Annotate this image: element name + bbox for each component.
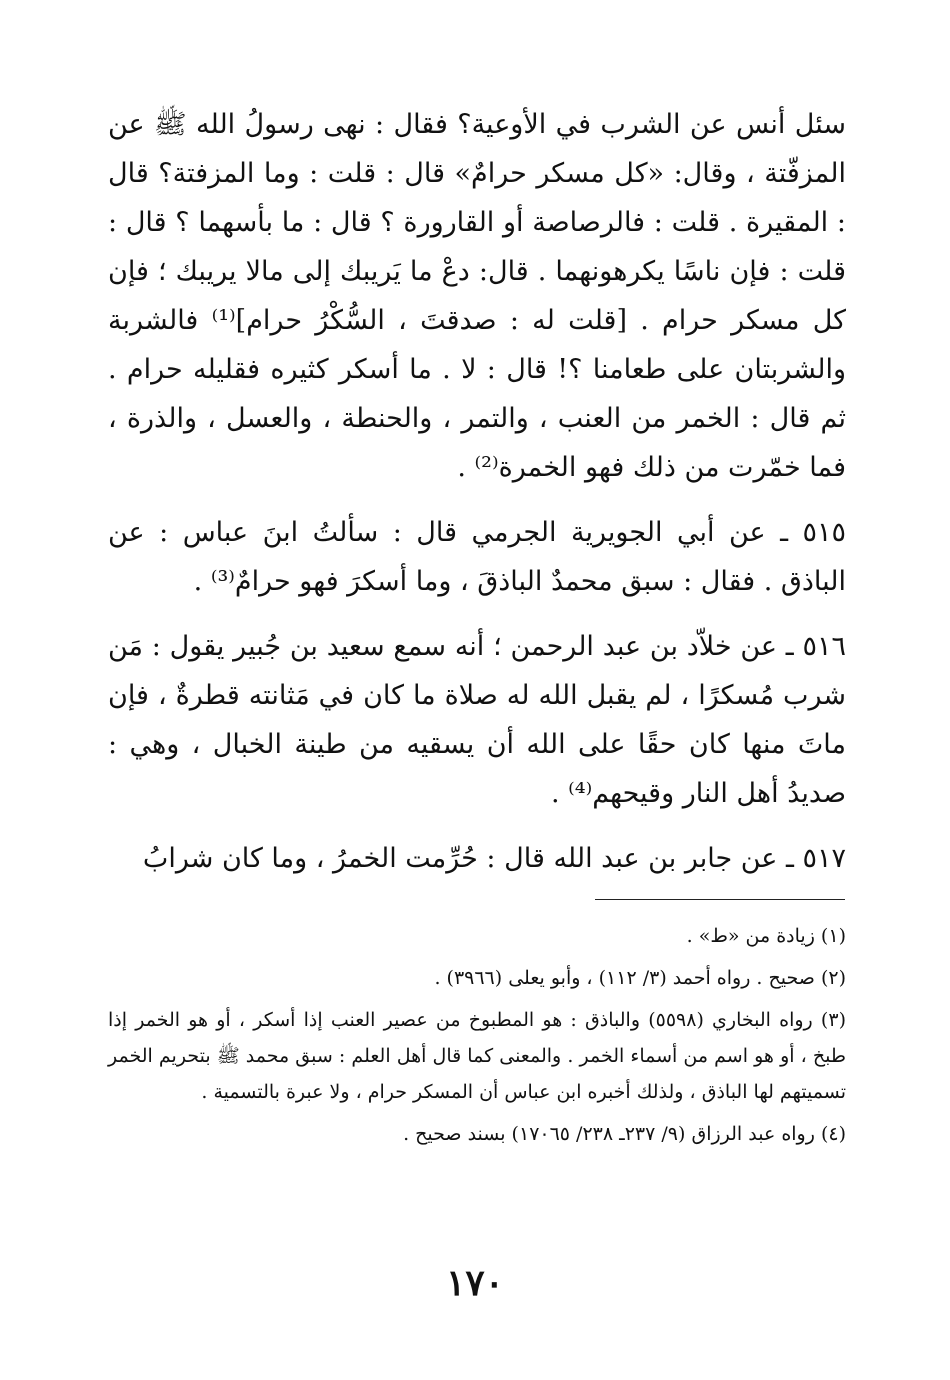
footnote-1: (١) زيادة من «ط» . [686, 925, 846, 947]
footnote-separator [595, 899, 845, 900]
footnotes [108, 918, 846, 1158]
hadith-paragraph-516: ٥١٦ ـ عن خلاّد بن عبد الرحمن ؛ أنه سمع سعيد بن جُبير يقول : مَن شرب مُسكرًا ، لم يقبل الله له صلاة ما كان في مَثانته قطرةٌ ، فإن ماتَ منها كان حقًا على الله أن يسقيه من طينة الخبال ، وهي : صديدُ أهل النار وقيحهم⁽⁴⁾ . [108, 631, 846, 809]
main-text [108, 100, 846, 883]
page-number: ١٧٠ [445, 1262, 504, 1304]
hadith-paragraph-intro: سئل أنس عن الشرب في الأوعية؟ فقال : نهى رسولُ الله ﷺ عن المزفّتة ، وقال: «كل مسكر حرامٌ» قال : قلت : وما المزفتة؟ قال : المقيرة . قلت : فالرصاصة أو القارورة ؟ قال : ما بأسهما ؟ قال : قلت : فإن ناسًا يكرهونهما . قال: دعْ ما يَريبك إلى مالا يريبك ؛ فإن كل مسكر حرام . [قلت له : صدقتَ ، السُّكْرُ حرام]⁽¹⁾ فالشربة والشربتان على طعامنا ؟! قال : لا . ما أسكر كثيره فقليله حرام . ثم قال : الخمر من العنب ، والتمر ، والحنطة ، والعسل ، والذرة ، فما خمّرت من ذلك فهو الخمرة⁽²⁾ . [108, 109, 846, 483]
footnote-4: (٤) رواه عبد الرزاق (٩/ ٢٣٧ـ ٢٣٨/ ١٧٠٦٥) بسند صحيح . [403, 1123, 846, 1145]
hadith-paragraph-515: ٥١٥ ـ عن أبي الجويرية الجرمي قال : سألتُ ابنَ عباس : عن الباذق . فقال : سبق محمدٌ الباذقَ ، وما أسكرَ فهو حرامٌ⁽³⁾ . [108, 517, 846, 597]
footnote-3: (٣) رواه البخاري (٥٥٩٨) والباذق : هو المطبوخ من عصير العنب إذا أسكر ، أو هو الخمر إذا طبخ ، أو هو اسم من أسماء الخمر . والمعنى كما قال أهل العلم : سبق محمد ﷺ بتحريم الخمر تسميتهم لها الباذق ، ولذلك أخبره ابن عباس أن المسكر حرام ، ولا عبرة بالتسمية . [108, 1009, 846, 1103]
footnote-2: (٢) صحيح . رواه أحمد (٣/ ١١٢) ، وأبو يعلى (٣٩٦٦) . [434, 967, 846, 989]
hadith-paragraph-517: ٥١٧ ـ عن جابر بن عبد الله قال : حُرِّمت الخمرُ ، وما كان شرابُ [142, 843, 846, 874]
